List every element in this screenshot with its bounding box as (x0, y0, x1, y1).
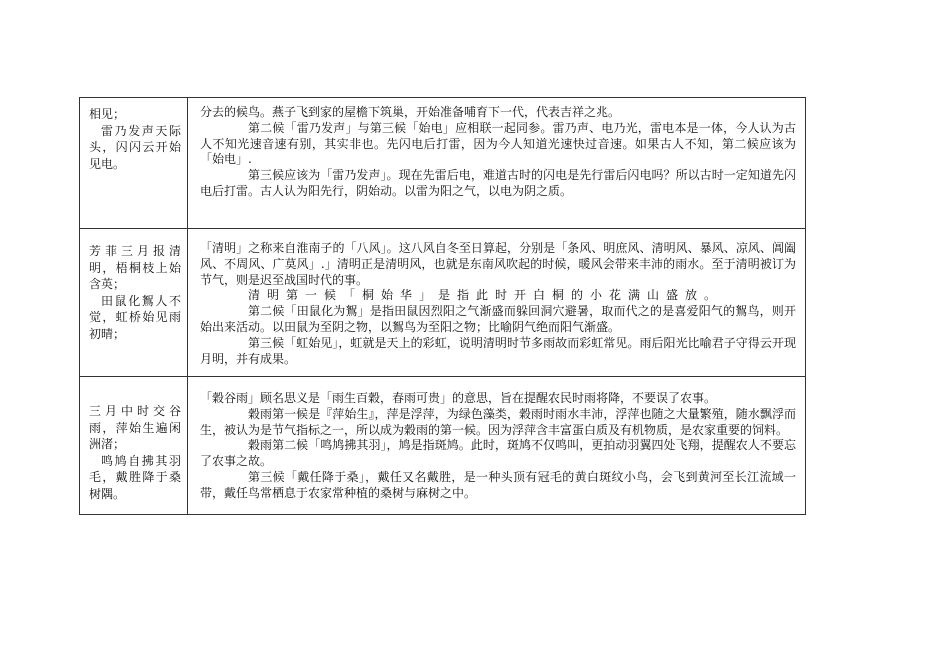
poem-line: 田鼠化鴽人不觉，虹桥始见雨初晴； (89, 293, 181, 341)
paragraph: 第三候「戴任降于桑」，戴任又名戴胜，是一种头顶有冠毛的黄白斑纹小鸟，会飞到黄河至长江流域一带，戴任鸟常栖息于农家常种植的桑树与麻树之中。 (200, 469, 796, 500)
poem-cell (80, 229, 188, 377)
paragraph: 清明第一候「桐始华」是指此时开白桐的小花满山盛放。 (248, 288, 724, 303)
paragraph: 穀雨第二候「鸣鸠拂其羽」，鸠是指斑鸠。此时，斑鸠不仅鸣叫，更拍动羽翼四处飞翔，提醒农人不要忘了农事之故。 (200, 438, 796, 469)
table-row (80, 229, 806, 377)
paragraph: 分去的候鸟。燕子飞到家的屋檐下筑巢，开始准备哺育下一代，代表吉祥之兆。 (200, 105, 621, 119)
paragraph: 「清明」之称来自淮南子的「八风」。这八风自冬至日算起，分别是「条风、明庶风、清明风、暴风、凉风、阊阖风、不周风、广莫风」.」清明正是清明风，也就是东南风吹起的时候，暖风会带来丰沛的雨水。至于清明被订为节气，则是迟至战国时代的事。 (200, 241, 796, 287)
poem-cell (80, 98, 188, 229)
poem-line: 三月中时交谷雨，萍始生遍闲洲渚； (89, 404, 181, 451)
poem-line: 鸣鸠自拂其羽毛，戴胜降于桑树隅。 (89, 453, 181, 501)
poem-line: 雷乃发声天际头，闪闪云开始见电。 (89, 123, 181, 171)
explanation-cell (188, 377, 806, 515)
paragraph: 第二候「田鼠化为鴽」是指田鼠因烈阳之气渐盛而躲回洞穴避暑，取而代之的是喜爱阳气的鴽鸟，则开始出来活动。以田鼠为至阴之物，以鴽鸟为至阳之物；比喻阴气绝而阳气渐盛。 (200, 304, 796, 334)
explanation-cell (188, 98, 806, 229)
paragraph: 第三候「虹始见」，虹就是天上的彩虹，说明清明时节多雨故而彩虹常见。雨后阳光比喻君子守得云开现月明，并有成果。 (200, 335, 796, 366)
paragraph: 「穀谷雨」顾名思义是「雨生百穀，春雨可贵」的意思，旨在提醒农民时雨将降，不要误了农事。 (200, 391, 717, 405)
paragraph: 第三候应该为「雷乃发声」。现在先雷后电，难道古时的闪电是先行雷后闪电吗？所以古时一定知道先闪电后打雷。古人认为阳先行，阴始动。以雷为阳之气，以电为阴之质。 (200, 168, 796, 198)
explanation-cell (188, 229, 806, 377)
table-row (80, 377, 806, 515)
poem-line: 相见； (89, 107, 126, 121)
solar-terms-table (79, 97, 806, 515)
poem-cell (80, 377, 188, 515)
paragraph: 穀雨第一候是『萍始生』，萍是浮萍，为绿色藻类，穀雨时雨水丰沛，浮萍也随之大量繁殖，随水飘浮而生，被认为是节气指标之一，所以成为穀雨的第一候。因为浮萍含丰富蛋白质及有机物质，是农家重要的饲料。 (200, 406, 796, 437)
poem-line: 芳菲三月报清明，梧桐枝上始含英； (89, 244, 181, 291)
paragraph: 第二候「雷乃发声」与第三候「始电」应相联一起同参。雷乃声、电乃光，雷电本是一体，今人认为古人不知光速音速有别，其实非也。先闪电后打雷，因为今人知道光速快过音速。如果古人不知，第二候应该为「始电」. (200, 120, 796, 167)
table-row (80, 98, 806, 229)
